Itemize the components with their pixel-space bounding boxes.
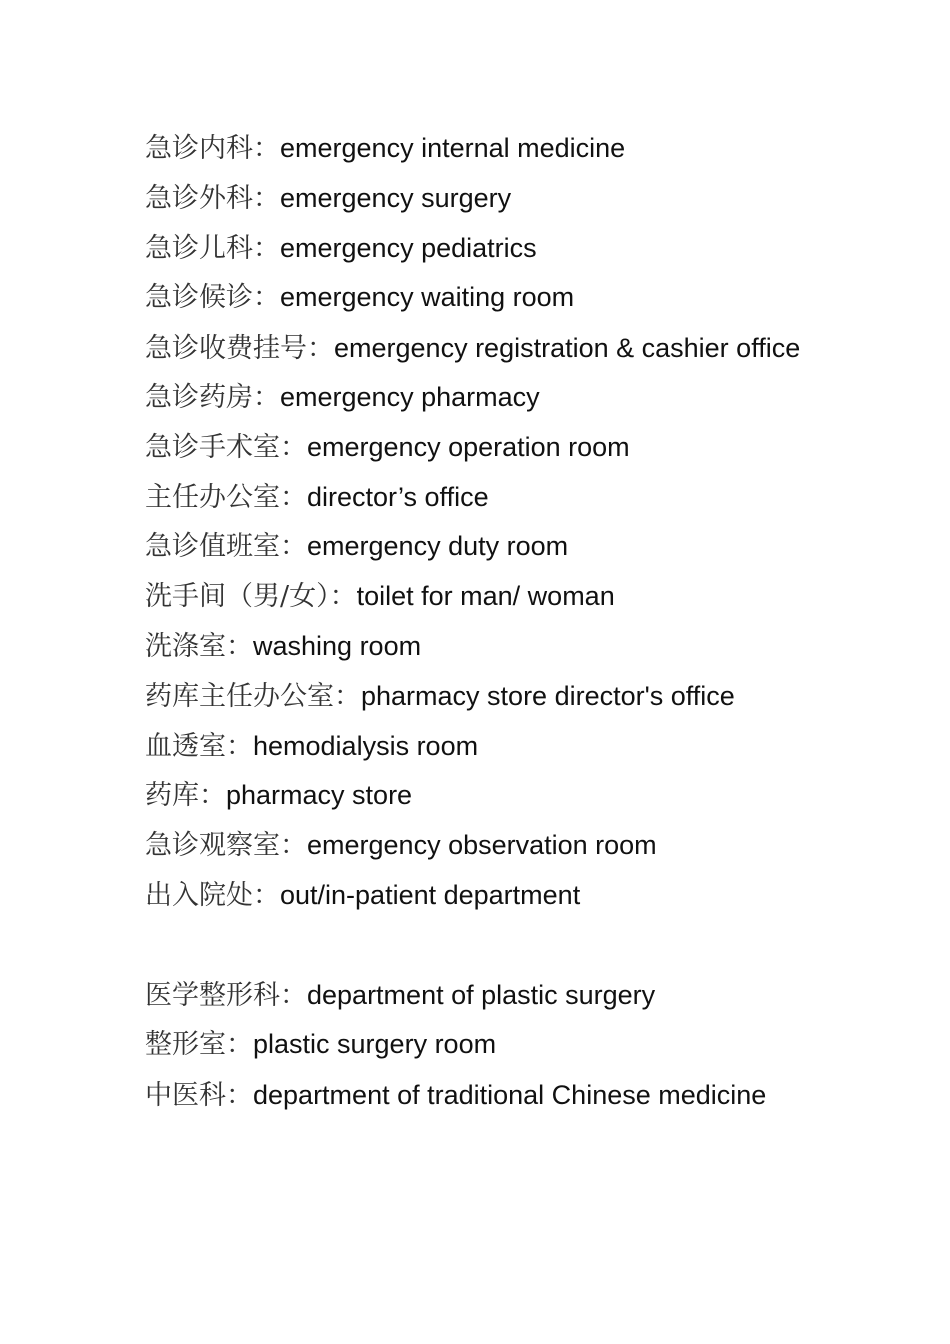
term-english: emergency registration & cashier office: [334, 332, 801, 363]
term-chinese: 整形室：: [145, 1029, 253, 1061]
glossary-entry-plastic-surgery-room: [145, 1020, 805, 1070]
term-chinese: 急诊药房：: [145, 381, 280, 413]
term-english: plastic surgery room: [253, 1029, 497, 1060]
glossary-entry-toilet: [145, 572, 805, 622]
term-chinese: 中医科：: [145, 1079, 253, 1111]
term-english: department of traditional Chinese medicine: [253, 1079, 767, 1110]
glossary-entry-directors-office: [145, 473, 805, 523]
term-chinese: 急诊观察室：: [145, 830, 307, 862]
term-english: emergency internal medicine: [280, 133, 626, 163]
term-english: emergency pharmacy: [280, 381, 540, 412]
term-chinese: 急诊值班室：: [145, 531, 307, 563]
glossary-entry-emergency-internal-medicine: [145, 124, 805, 174]
glossary-entry-emergency-registration: [145, 323, 805, 373]
glossary-entry-plastic-surgery-department: [145, 971, 805, 1021]
term-english: emergency operation room: [307, 431, 630, 462]
term-english: hemodialysis room: [253, 730, 479, 761]
term-chinese: 急诊内科：: [145, 133, 280, 164]
term-english: emergency observation room: [307, 830, 657, 861]
glossary-entry-hemodialysis-room: [145, 722, 805, 772]
term-chinese: 药库：: [145, 780, 226, 812]
term-chinese: 急诊收费挂号：: [145, 332, 334, 364]
glossary-entry-emergency-pediatrics: [145, 224, 805, 274]
glossary-entry-washing-room: [145, 622, 805, 672]
term-chinese: 血透室：: [145, 730, 253, 762]
glossary-entry-pharmacy-store-directors-office: [145, 672, 805, 722]
term-chinese: 医学整形科：: [145, 979, 307, 1011]
term-english: director’s office: [307, 481, 489, 512]
term-chinese: 主任办公室：: [145, 481, 307, 513]
term-english: department of plastic surgery: [307, 979, 656, 1010]
term-chinese: 急诊儿科：: [145, 232, 280, 264]
term-english: emergency waiting room: [280, 282, 575, 313]
term-english: toilet for man/ woman: [356, 581, 615, 612]
term-english: emergency surgery: [280, 182, 512, 213]
glossary-entry-emergency-waiting-room: [145, 273, 805, 323]
glossary-entry-emergency-surgery: [145, 174, 805, 224]
term-chinese: 急诊手术室：: [145, 431, 307, 463]
glossary-entry-pharmacy-store: [145, 771, 805, 821]
glossary-entry-emergency-observation-room: [145, 821, 805, 871]
term-english: pharmacy store director's office: [361, 680, 735, 711]
term-english: out/in-patient department: [280, 879, 581, 910]
glossary-entry-emergency-duty-room: [145, 522, 805, 572]
glossary-content: [145, 124, 805, 1120]
term-chinese: 药库主任办公室：: [145, 680, 361, 712]
term-chinese: 洗涤室：: [145, 630, 253, 662]
term-english: emergency duty room: [307, 531, 569, 562]
term-english: pharmacy store: [226, 780, 413, 811]
glossary-entry-in-out-patient-department: [145, 871, 805, 921]
glossary-entry-emergency-pharmacy: [145, 373, 805, 423]
term-chinese: 出入院处：: [145, 879, 280, 911]
term-chinese: 洗手间（男/女）：: [145, 581, 357, 613]
term-chinese: 急诊外科：: [145, 182, 280, 214]
term-english: emergency pediatrics: [280, 232, 537, 263]
glossary-entry-emergency-operation-room: [145, 423, 805, 473]
glossary-entry-traditional-chinese-medicine: [145, 1070, 805, 1120]
term-english: washing room: [253, 630, 422, 661]
paragraph-gap: [145, 921, 805, 971]
term-chinese: 急诊候诊：: [145, 282, 280, 314]
